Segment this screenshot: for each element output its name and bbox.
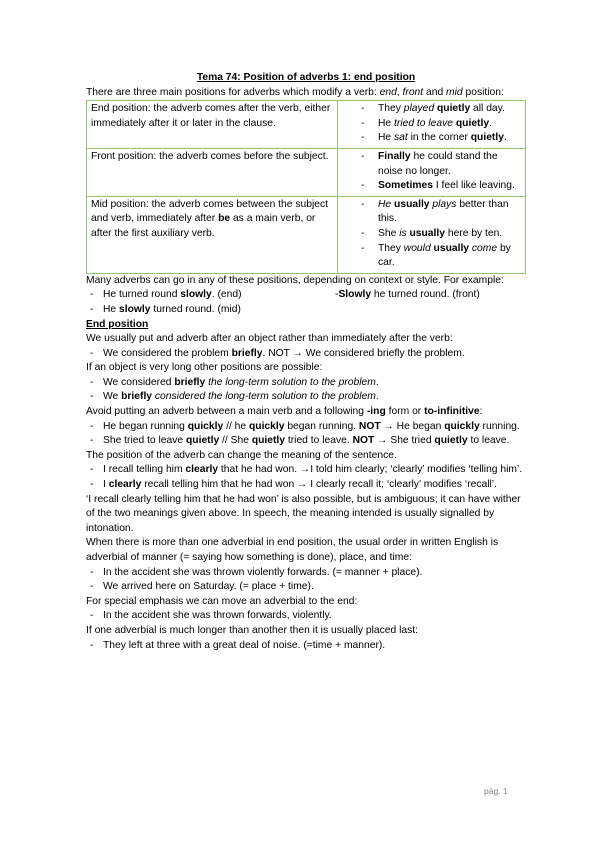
paragraph-long-object: If an object is very long other positions are possible:	[86, 362, 323, 374]
end-position-examples	[338, 101, 526, 149]
list-item: - I recall telling him clearly that he had won. →I told him clearly; ‘clearly’ modifies ‘telling him’.	[86, 463, 526, 478]
mid-position-description: Mid position: the adverb comes between the subject and verb, immediately after be as a main verb, or after the first auxiliary verb.	[87, 196, 338, 273]
front-position-description: Front position: the adverb comes before the subject.	[87, 148, 338, 196]
section-heading-end-position: End position	[86, 318, 149, 330]
list-item: - He slowly turned round. (mid)	[86, 303, 526, 318]
example-list	[86, 347, 526, 362]
list-item: - We briefly considered the long-term solution to the problem.	[86, 390, 526, 405]
table-row-end	[87, 101, 526, 149]
example-list	[86, 566, 526, 595]
example-list	[86, 463, 526, 492]
list-item: - In the accident she was thrown forwards, violently.	[86, 609, 526, 624]
list-item: - She tried to leave quietly // She quietly tried to leave. NOT → She tried quietly to leave.	[86, 434, 526, 449]
example-list	[86, 609, 526, 624]
paragraph-longer-adverbial: If one adverbial is much longer than another then it is usually placed last:	[86, 624, 418, 636]
example-item: - He usually plays better than this.	[359, 198, 521, 227]
page-number: pág. 1	[484, 786, 508, 796]
example-list	[86, 420, 526, 449]
paragraph-meaning: The position of the adverb can change the meaning of the sentence.	[86, 449, 397, 461]
list-item: - I clearly recall telling him that he had won → I clearly recall it; ‘clearly’ modifies ‘recall’.	[86, 478, 526, 493]
example-item: - He tried to leave quietly.	[359, 117, 521, 132]
many-examples-list	[86, 288, 526, 317]
table-row-front	[87, 148, 526, 196]
example-item: - Finally he could stand the noise no longer.	[359, 150, 521, 179]
document-body	[86, 71, 526, 653]
list-item: - They left at three with a great deal of noise. (=time + manner).	[86, 639, 526, 654]
paragraph-ing-form: Avoid putting an adverb between a main verb and a following -ing form or to-infinitive:	[86, 406, 483, 418]
front-position-examples	[338, 148, 526, 196]
list-item: - We arrived here on Saturday. (= place + time).	[86, 580, 526, 595]
paragraph-order: When there is more than one adverbial in end position, the usual order in written English is adverbial of manner (= saying how something is done), place, and time:	[86, 537, 499, 563]
paragraph-object: We usually put and adverb after an object rather than immediately after the verb:	[86, 333, 453, 345]
page-title: Tema 74: Position of adverbs 1: end position	[196, 72, 416, 83]
paragraph-ambiguous: ‘I recall clearly telling him that he had won’ is also possible, but is ambiguous; it can have wither of the two meanings given above. In speech, the meaning intended is usually signalled by intonation.	[86, 493, 521, 534]
list-item: - We considered the problem briefly. NOT → We considered briefly the problem.	[86, 347, 526, 362]
list-item: - He began running quickly // he quickly began running. NOT → He began quickly running.	[86, 420, 526, 435]
list-item: - In the accident she was thrown violently forwards. (= manner + place).	[86, 566, 526, 581]
example-item: - He sat in the corner quietly.	[359, 131, 521, 146]
end-position-description: End position: the adverb comes after the verb, either immediately after it or later in the clause.	[87, 101, 338, 149]
table-row-mid	[87, 196, 526, 273]
positions-table	[86, 100, 526, 274]
example-item: - They played quietly all day.	[359, 102, 521, 117]
example-item: - Sometimes I feel like leaving.	[359, 179, 521, 194]
paragraph-emphasis: For special emphasis we can move an adverbial to the end:	[86, 595, 358, 607]
example-item: - They would usually come by car.	[359, 242, 521, 271]
mid-position-examples	[338, 196, 526, 273]
example-item: - She is usually here by ten.	[359, 227, 521, 242]
example-list	[86, 639, 526, 654]
intro-paragraph: There are three main positions for adverbs which modify a verb: end, front and mid position:	[86, 86, 504, 98]
list-item: - We considered briefly the long-term solution to the problem.	[86, 376, 526, 391]
list-item: - He turned round slowly. (end) -Slowly he turned round. (front)	[86, 288, 526, 303]
many-adverbs-paragraph: Many adverbs can go in any of these positions, depending on context or style. For example:	[86, 274, 504, 286]
example-list	[86, 376, 526, 405]
